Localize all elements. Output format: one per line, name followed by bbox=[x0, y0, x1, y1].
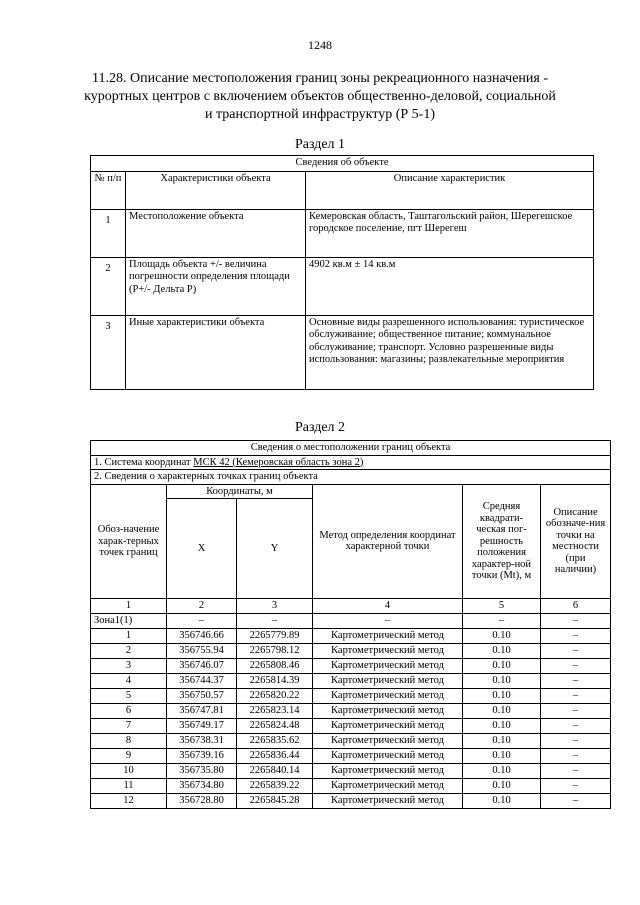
table-row bbox=[91, 659, 611, 674]
point-desc: – bbox=[541, 704, 611, 719]
table-row bbox=[91, 764, 611, 779]
point-desc: – bbox=[541, 629, 611, 644]
point-number: 4 bbox=[91, 674, 167, 689]
colnum: 4 bbox=[313, 599, 463, 614]
table-row bbox=[91, 749, 611, 764]
point-method: Картометрический метод bbox=[313, 659, 463, 674]
point-desc: – bbox=[541, 719, 611, 734]
description-header: Описание обозначе-ния точки на местности (при наличии) bbox=[541, 484, 611, 599]
coordinate-system: 1. Система координат МСК 42 (Кемеровская область зона 2) bbox=[91, 455, 611, 470]
point-y: 2265823.14 bbox=[237, 704, 313, 719]
zone-y: – bbox=[237, 614, 313, 629]
row-desc: Кемеровская область, Таштагольский район, Шерегешское городское поселение, пгт Шерегеш bbox=[306, 209, 594, 257]
col-num-header: № п/п bbox=[91, 171, 126, 209]
point-error: 0.10 bbox=[463, 644, 541, 659]
point-error: 0.10 bbox=[463, 734, 541, 749]
col-desc-header: Описание характеристик bbox=[306, 171, 594, 209]
point-method: Картометрический метод bbox=[313, 794, 463, 809]
coordinate-system-name: МСК 42 (Кемеровская область зона 2) bbox=[193, 456, 364, 468]
point-number: 7 bbox=[91, 719, 167, 734]
point-desc: – bbox=[541, 734, 611, 749]
colnum: 2 bbox=[167, 599, 237, 614]
point-x: 356734.80 bbox=[167, 779, 237, 794]
row-char: Площадь объекта +/- величина погрешности определения площади (Р+/- Дельта Р) bbox=[126, 257, 306, 315]
point-y: 2265824.48 bbox=[237, 719, 313, 734]
point-number: 9 bbox=[91, 749, 167, 764]
point-error: 0.10 bbox=[463, 704, 541, 719]
point-y: 2265779.89 bbox=[237, 629, 313, 644]
point-method: Картометрический метод bbox=[313, 674, 463, 689]
point-x: 356735.80 bbox=[167, 764, 237, 779]
document-title: 11.28. Описание местоположения границ зоны рекреационного назначения - курортных центров с включением объектов общественно-деловой, социальной и транспортной инфраструктур (Р 5-1) bbox=[84, 71, 556, 122]
colnum: 1 bbox=[91, 599, 167, 614]
point-x: 356746.66 bbox=[167, 629, 237, 644]
zone-x: – bbox=[167, 614, 237, 629]
page-number: 1248 bbox=[308, 38, 332, 52]
section1-heading: Раздел 1 bbox=[294, 137, 346, 152]
point-desc: – bbox=[541, 689, 611, 704]
row-num: 1 bbox=[91, 209, 126, 257]
point-x: 356744.37 bbox=[167, 674, 237, 689]
table-row bbox=[91, 689, 611, 704]
zone-method: – bbox=[313, 614, 463, 629]
point-x: 356728.80 bbox=[167, 794, 237, 809]
row-num: 3 bbox=[91, 315, 126, 389]
point-y: 2265845.28 bbox=[237, 794, 313, 809]
point-method: Картометрический метод bbox=[313, 629, 463, 644]
point-y: 2265798.12 bbox=[237, 644, 313, 659]
point-y: 2265814.39 bbox=[237, 674, 313, 689]
point-number: 3 bbox=[91, 659, 167, 674]
point-x: 356749.17 bbox=[167, 719, 237, 734]
object-info-table bbox=[90, 155, 594, 390]
table-row bbox=[91, 629, 611, 644]
zone-error: – bbox=[463, 614, 541, 629]
point-desc: – bbox=[541, 674, 611, 689]
point-error: 0.10 bbox=[463, 749, 541, 764]
point-method: Картометрический метод bbox=[313, 689, 463, 704]
point-number: 2 bbox=[91, 644, 167, 659]
point-number: 6 bbox=[91, 704, 167, 719]
point-number: 10 bbox=[91, 764, 167, 779]
table-row bbox=[91, 644, 611, 659]
point-error: 0.10 bbox=[463, 719, 541, 734]
point-method: Картометрический метод bbox=[313, 779, 463, 794]
point-desc: – bbox=[541, 779, 611, 794]
point-error: 0.10 bbox=[463, 659, 541, 674]
point-y: 2265835.62 bbox=[237, 734, 313, 749]
point-desc: – bbox=[541, 764, 611, 779]
point-desc: – bbox=[541, 794, 611, 809]
point-number: 12 bbox=[91, 794, 167, 809]
point-error: 0.10 bbox=[463, 674, 541, 689]
x-header: X bbox=[167, 499, 237, 599]
point-number: 11 bbox=[91, 779, 167, 794]
point-desc: – bbox=[541, 749, 611, 764]
point-y: 2265839.22 bbox=[237, 779, 313, 794]
point-method: Картометрический метод bbox=[313, 704, 463, 719]
point-x: 356739.16 bbox=[167, 749, 237, 764]
point-error: 0.10 bbox=[463, 794, 541, 809]
point-y: 2265836.44 bbox=[237, 749, 313, 764]
zone-label: Зона1(1) bbox=[91, 614, 167, 629]
colnum: 6 bbox=[541, 599, 611, 614]
point-desc: – bbox=[541, 644, 611, 659]
col-char-header: Характеристики объекта bbox=[126, 171, 306, 209]
row-num: 2 bbox=[91, 257, 126, 315]
section2-heading: Раздел 2 bbox=[294, 420, 346, 435]
y-header: Y bbox=[237, 499, 313, 599]
boundary-points-table bbox=[90, 440, 611, 809]
point-error: 0.10 bbox=[463, 764, 541, 779]
table-row bbox=[91, 719, 611, 734]
colnum: 5 bbox=[463, 599, 541, 614]
row-desc: 4902 кв.м ± 14 кв.м bbox=[306, 257, 594, 315]
point-x: 356750.57 bbox=[167, 689, 237, 704]
row-char: Местоположение объекта bbox=[126, 209, 306, 257]
point-y: 2265840.14 bbox=[237, 764, 313, 779]
point-method: Картометрический метод bbox=[313, 764, 463, 779]
object-info-title: Сведения об объекте bbox=[91, 156, 594, 172]
point-error: 0.10 bbox=[463, 689, 541, 704]
zone-desc: – bbox=[541, 614, 611, 629]
colnum: 3 bbox=[237, 599, 313, 614]
table-row bbox=[91, 734, 611, 749]
boundary-table-title: Сведения о местоположении границ объекта bbox=[91, 441, 611, 456]
designation-header: Обоз-начение харак-терных точек границ bbox=[91, 484, 167, 599]
point-desc: – bbox=[541, 659, 611, 674]
row-desc: Основные виды разрешенного использования: туристическое обслуживание; общественное питание; коммунальное обслуживание; транспорт. Условно разрешенные виды использования: магазины; развлекательные мероприятия bbox=[306, 315, 594, 389]
point-x: 356755.94 bbox=[167, 644, 237, 659]
table-row bbox=[91, 674, 611, 689]
error-header: Средняя квадрати-ческая пог-решность положения характер-ной точки (Мt), м bbox=[463, 484, 541, 599]
point-y: 2265808.46 bbox=[237, 659, 313, 674]
point-error: 0.10 bbox=[463, 629, 541, 644]
point-number: 5 bbox=[91, 689, 167, 704]
point-x: 356747.81 bbox=[167, 704, 237, 719]
point-y: 2265820.22 bbox=[237, 689, 313, 704]
row-char: Иные характеристики объекта bbox=[126, 315, 306, 389]
zone-row bbox=[91, 614, 611, 629]
table-row bbox=[91, 794, 611, 809]
table-row bbox=[91, 779, 611, 794]
table-row bbox=[91, 704, 611, 719]
points-title: 2. Сведения о характерных точках границ объекта bbox=[91, 470, 611, 485]
coords-header: Координаты, м bbox=[167, 484, 313, 499]
point-x: 356746.07 bbox=[167, 659, 237, 674]
point-number: 8 bbox=[91, 734, 167, 749]
point-error: 0.10 bbox=[463, 779, 541, 794]
point-x: 356738.31 bbox=[167, 734, 237, 749]
point-method: Картометрический метод bbox=[313, 734, 463, 749]
point-method: Картометрический метод bbox=[313, 719, 463, 734]
point-number: 1 bbox=[91, 629, 167, 644]
point-method: Картометрический метод bbox=[313, 644, 463, 659]
point-method: Картометрический метод bbox=[313, 749, 463, 764]
method-header: Метод определения координат характерной точки bbox=[313, 484, 463, 599]
